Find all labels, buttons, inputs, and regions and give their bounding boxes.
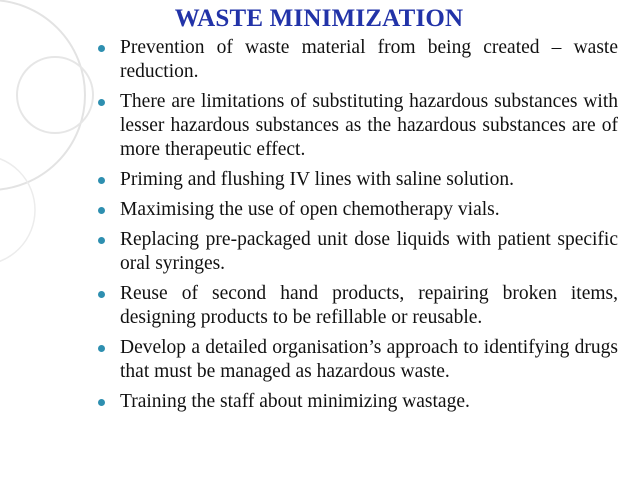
list-item-text: Develop a detailed organisation’s approach to identifying drugs that must be managed as hazardous waste.: [120, 337, 618, 382]
list-item-text: Prevention of waste material from being created – waste reduction.: [120, 37, 618, 82]
page-title: WASTE MINIMIZATION: [174, 5, 464, 32]
list-item: [100, 336, 618, 384]
list-item: [100, 198, 618, 222]
bullet-icon: [98, 177, 105, 184]
list-item-text: Replacing pre-packaged unit dose liquids with patient specific oral syringes.: [120, 229, 618, 274]
list-item: [100, 90, 618, 162]
deco-circle-small: [0, 155, 35, 265]
bullet-list: [100, 36, 618, 420]
bullet-icon: [98, 99, 105, 106]
list-item: [100, 282, 618, 330]
bullet-icon: [98, 291, 105, 298]
list-item: [100, 228, 618, 276]
bullet-icon: [98, 207, 105, 214]
deco-circle-medium: [17, 57, 93, 133]
bullet-icon: [98, 237, 105, 244]
bullet-icon: [98, 399, 105, 406]
list-item: [100, 36, 618, 84]
list-item-text: Maximising the use of open chemotherapy vials.: [120, 199, 500, 220]
list-item-text: Priming and flushing IV lines with saline solution.: [120, 169, 514, 190]
list-item-text: There are limitations of substituting hazardous substances with lesser hazardous substances as the hazardous substances are of more therapeutic effect.: [120, 91, 618, 160]
list-item-text: Training the staff about minimizing wastage.: [120, 391, 470, 412]
list-item: [100, 390, 618, 414]
bullet-icon: [98, 45, 105, 52]
bullet-icon: [98, 345, 105, 352]
list-item: [100, 168, 618, 192]
list-item-text: Reuse of second hand products, repairing broken items, designing products to be refillable or reusable.: [120, 283, 618, 328]
